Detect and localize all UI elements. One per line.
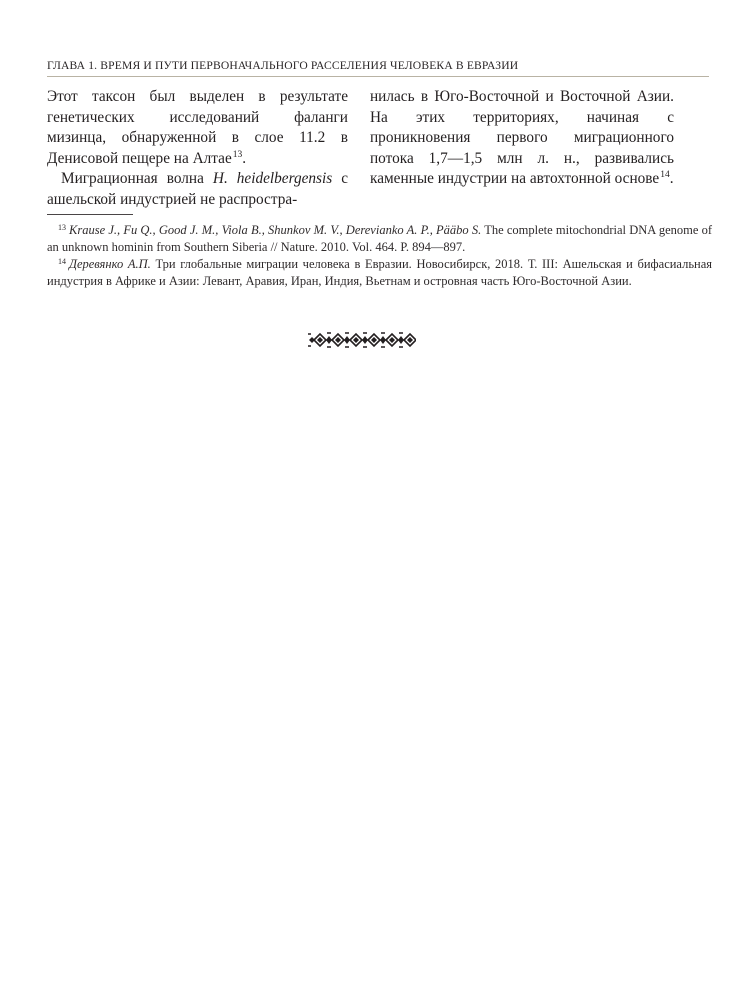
paragraph-end: . [242, 149, 247, 167]
footnotes [47, 222, 712, 290]
paragraph [47, 87, 348, 169]
paragraph-text: нилась в Юго-Восточной и Восточной Азии. На этих территориях, начиная с проникновения первого миграционного потока 1,7—1,5 млн л. н., развивались каменные индустрии на автохтонной основе [370, 88, 674, 188]
taxon-name: H. heidelbergensis [212, 170, 333, 188]
footnote [47, 256, 712, 290]
paragraph-end: . [669, 170, 674, 188]
paragraph [370, 87, 674, 190]
text-column-left [47, 87, 348, 211]
footnote-authors: Деревянко А.П. [69, 257, 151, 271]
footnote-rule [47, 214, 133, 215]
paragraph [47, 169, 348, 210]
footnote-text: The complete mitochondrial DNA genome of an unknown hominin from Southern Siberia // Nature. 2010. Vol. 464. P. 894—897. [47, 223, 712, 254]
footnote-ref[interactable]: 14 [660, 170, 670, 181]
footnote [47, 222, 712, 256]
section-end-ornament-icon [308, 329, 416, 351]
paragraph-text: Этот таксон был выделен в результате генетических исследований фаланги мизинца, обнаруженной в слое 11.2 в Денисовой пещере на Алтае [47, 88, 348, 167]
footnote-number: 13 [58, 223, 66, 232]
footnote-authors: Krause J., Fu Q., Good J. M., Viola B., Shunkov M. V., Derevianko A. P., Pääbo S. [69, 223, 482, 237]
paragraph-text: с ашельской индустрией не распростра- [47, 170, 348, 208]
footnote-text: Три глобальные миграции человека в Евразии. Новосибирск, 2018. Т. III: Ашельская и бифасиальная индустрия в Африке и Азии: Левант, Аравия, Иран, Индия, Вьетнам и островная часть Юго-Восточной Азии. [47, 257, 713, 288]
footnote-ref[interactable]: 13 [232, 149, 243, 160]
running-header: ГЛАВА 1. ВРЕМЯ И ПУТИ ПЕРВОНАЧАЛЬНОГО РАССЕЛЕНИЯ ЧЕЛОВЕКА В ЕВРАЗИИ [47, 59, 519, 72]
footnote-number: 14 [58, 257, 66, 266]
paragraph-text: Миграционная волна [61, 170, 213, 188]
header-rule [47, 76, 709, 77]
text-column-right [370, 87, 674, 190]
